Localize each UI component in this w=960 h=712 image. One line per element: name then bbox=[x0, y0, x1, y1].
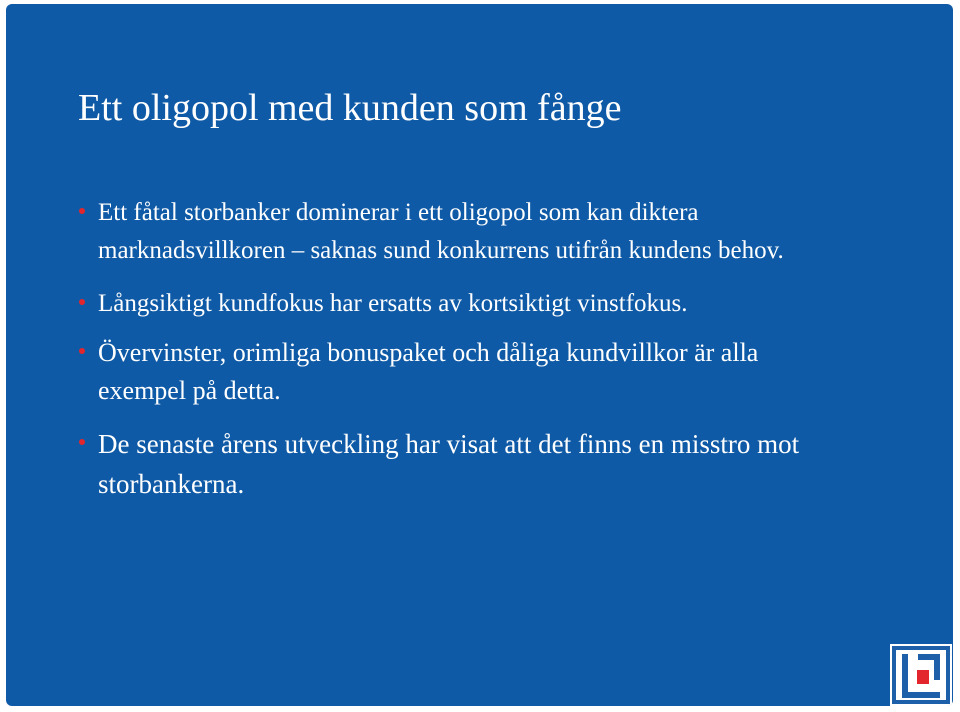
bullet-item bbox=[78, 334, 818, 410]
bullet-list bbox=[78, 194, 818, 504]
bullet-item bbox=[78, 284, 818, 324]
party-logo-icon bbox=[890, 644, 952, 706]
bullet-text: Övervinster, orimliga bonuspaket och dåliga kundvillkor är alla exempel på detta. bbox=[98, 338, 759, 405]
bullet-dot-icon bbox=[79, 208, 85, 214]
slide bbox=[6, 4, 953, 706]
bullet-text: Långsiktigt kundfokus har ersatts av kortsiktigt vinstfokus. bbox=[98, 290, 688, 317]
bullet-item bbox=[78, 194, 818, 270]
bullet-text: Ett fåtal storbanker dominerar i ett oligopol som kan diktera marknadsvillkoren – saknas sund konkurrens utifrån kundens behov. bbox=[98, 199, 784, 264]
slide-title: Ett oligopol med kunden som fånge bbox=[78, 87, 622, 129]
bullet-item bbox=[78, 424, 818, 504]
bullet-text: De senaste årens utveckling har visat att det finns en misstro mot storbankerna. bbox=[98, 429, 800, 499]
logo-graphic bbox=[890, 644, 952, 706]
bullet-dot-icon bbox=[79, 439, 85, 445]
bullet-dot-icon bbox=[79, 299, 85, 305]
bullet-dot-icon bbox=[79, 348, 85, 354]
